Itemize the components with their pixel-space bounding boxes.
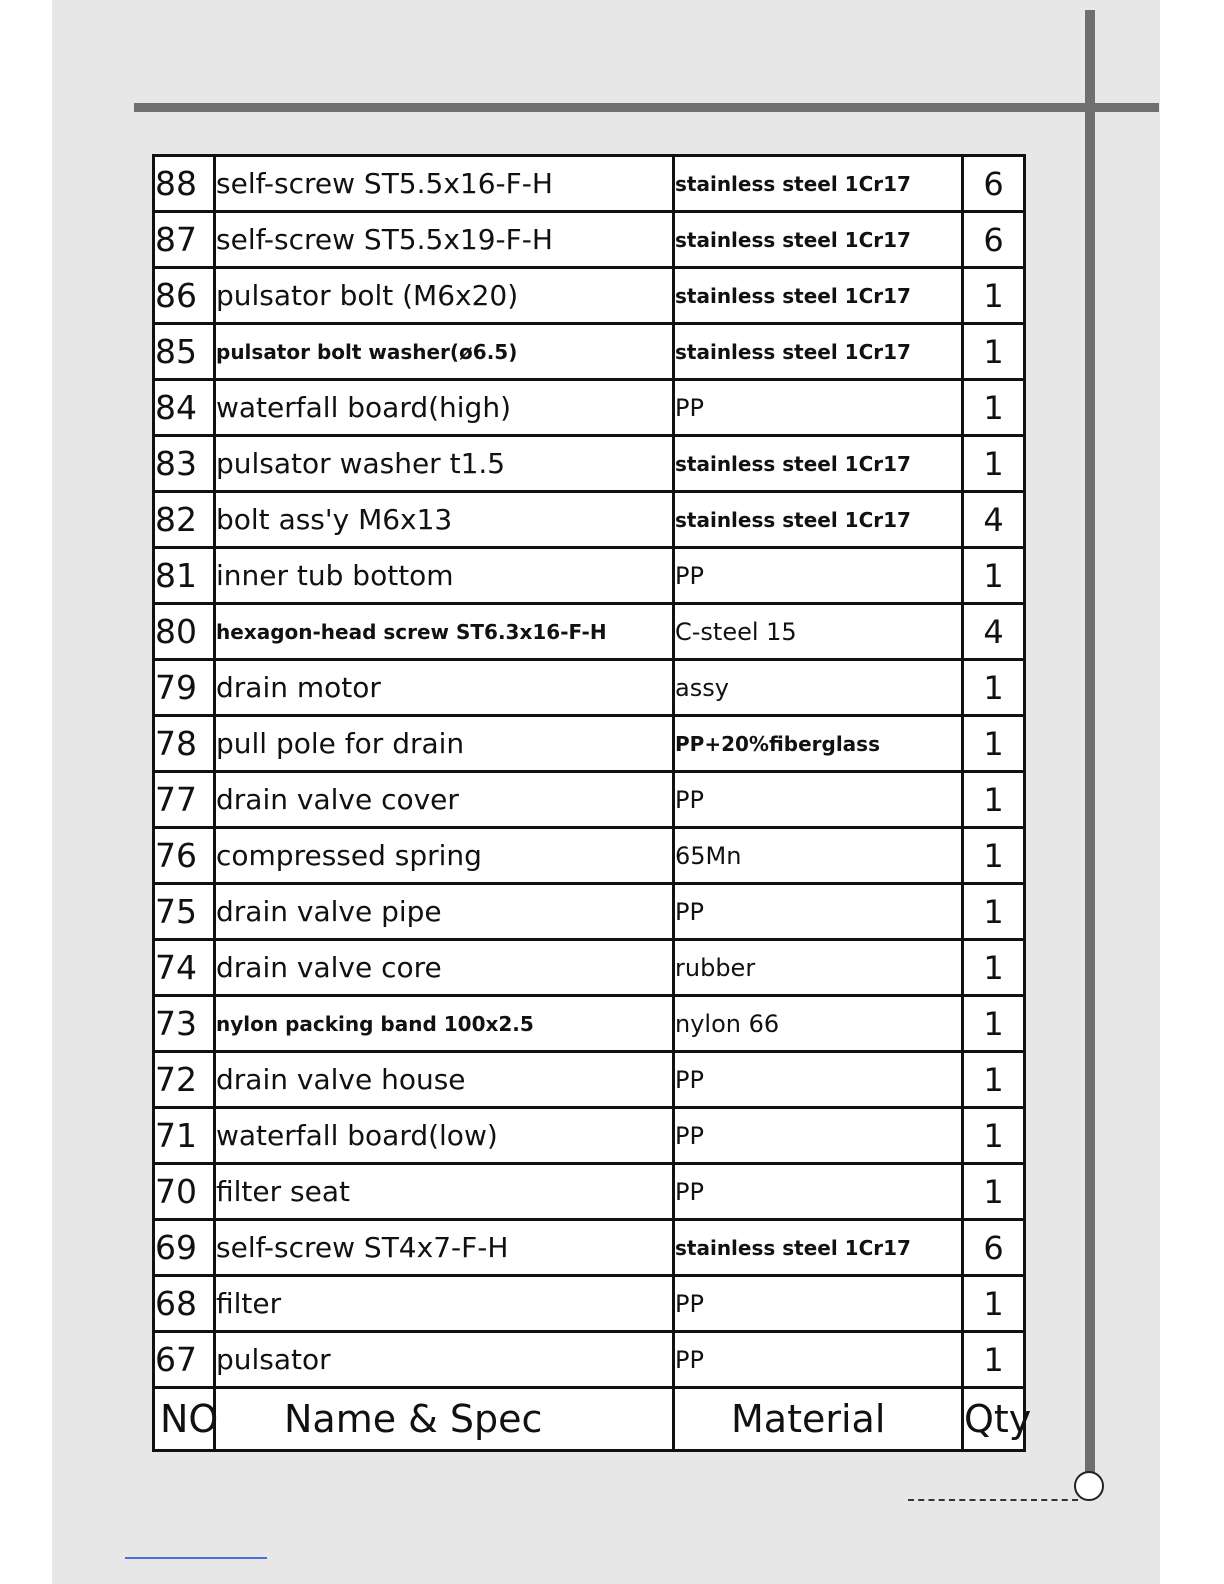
table-row [154, 884, 1025, 940]
part-name: waterfall board(low) [215, 1108, 674, 1164]
part-qty: 1 [963, 1276, 1025, 1332]
part-material: stainless steel 1Cr17 [674, 324, 963, 380]
table-row [154, 324, 1025, 380]
part-number: 79 [154, 660, 215, 716]
part-material: C-steel 15 [674, 604, 963, 660]
part-number: 88 [154, 156, 215, 212]
frame-top-rule [134, 103, 1159, 112]
table-row [154, 548, 1025, 604]
part-qty: 4 [963, 604, 1025, 660]
part-qty: 1 [963, 828, 1025, 884]
part-qty: 1 [963, 660, 1025, 716]
part-name: drain valve core [215, 940, 674, 996]
part-material: PP [674, 548, 963, 604]
part-name: inner tub bottom [215, 548, 674, 604]
part-material: nylon 66 [674, 996, 963, 1052]
part-material: PP [674, 1276, 963, 1332]
header-no: NO [154, 1388, 215, 1451]
part-name: drain motor [215, 660, 674, 716]
table-row [154, 1052, 1025, 1108]
part-name: filter seat [215, 1164, 674, 1220]
part-qty: 1 [963, 324, 1025, 380]
part-material: PP [674, 1332, 963, 1388]
part-number: 71 [154, 1108, 215, 1164]
table-row [154, 772, 1025, 828]
part-qty: 1 [963, 996, 1025, 1052]
part-name: pulsator washer t1.5 [215, 436, 674, 492]
part-material: PP [674, 1052, 963, 1108]
part-name: drain valve house [215, 1052, 674, 1108]
part-name: drain valve cover [215, 772, 674, 828]
part-name: waterfall board(high) [215, 380, 674, 436]
part-number: 83 [154, 436, 215, 492]
part-number: 80 [154, 604, 215, 660]
part-qty: 1 [963, 1164, 1025, 1220]
part-number: 81 [154, 548, 215, 604]
part-name: pulsator [215, 1332, 674, 1388]
part-material: stainless steel 1Cr17 [674, 268, 963, 324]
part-name: drain valve pipe [215, 884, 674, 940]
part-material: PP+20%fiberglass [674, 716, 963, 772]
parts-list-table [152, 154, 1032, 1452]
table-row [154, 1220, 1025, 1276]
part-number: 72 [154, 1052, 215, 1108]
part-number: 87 [154, 212, 215, 268]
part-qty: 4 [963, 492, 1025, 548]
part-material: PP [674, 772, 963, 828]
part-number: 86 [154, 268, 215, 324]
part-material: PP [674, 1108, 963, 1164]
part-name: pull pole for drain [215, 716, 674, 772]
table-row [154, 1108, 1025, 1164]
part-name: compressed spring [215, 828, 674, 884]
part-qty: 1 [963, 884, 1025, 940]
part-name: nylon packing band 100x2.5 [215, 996, 674, 1052]
part-material: PP [674, 1164, 963, 1220]
part-material: stainless steel 1Cr17 [674, 156, 963, 212]
part-material: 65Mn [674, 828, 963, 884]
table-row [154, 996, 1025, 1052]
part-qty: 1 [963, 940, 1025, 996]
part-qty: 1 [963, 268, 1025, 324]
part-name: pulsator bolt (M6x20) [215, 268, 674, 324]
part-material: PP [674, 884, 963, 940]
part-number: 78 [154, 716, 215, 772]
part-material: stainless steel 1Cr17 [674, 1220, 963, 1276]
part-material: PP [674, 380, 963, 436]
table-row [154, 436, 1025, 492]
table-row [154, 660, 1025, 716]
table-row [154, 604, 1025, 660]
part-name: pulsator bolt washer(ø6.5) [215, 324, 674, 380]
part-name: self-screw ST5.5x16-F-H [215, 156, 674, 212]
part-qty: 6 [963, 156, 1025, 212]
part-number: 75 [154, 884, 215, 940]
table-row [154, 156, 1025, 212]
part-qty: 1 [963, 1108, 1025, 1164]
part-qty: 1 [963, 436, 1025, 492]
table-row [154, 1164, 1025, 1220]
part-qty: 1 [963, 1332, 1025, 1388]
part-number: 84 [154, 380, 215, 436]
table-row [154, 1332, 1025, 1388]
part-number: 73 [154, 996, 215, 1052]
part-qty: 1 [963, 1052, 1025, 1108]
part-number: 69 [154, 1220, 215, 1276]
part-qty: 6 [963, 1220, 1025, 1276]
part-name: self-screw ST4x7-F-H [215, 1220, 674, 1276]
part-number: 76 [154, 828, 215, 884]
part-name: bolt ass'y M6x13 [215, 492, 674, 548]
part-material: rubber [674, 940, 963, 996]
header-qty: Qty [963, 1388, 1025, 1451]
table-row [154, 940, 1025, 996]
footer-link-underline [125, 1557, 267, 1559]
part-qty: 1 [963, 772, 1025, 828]
part-number: 82 [154, 492, 215, 548]
part-number: 70 [154, 1164, 215, 1220]
table-row [154, 492, 1025, 548]
part-qty: 1 [963, 380, 1025, 436]
table-row [154, 716, 1025, 772]
table-row [154, 828, 1025, 884]
part-number: 68 [154, 1276, 215, 1332]
part-number: 77 [154, 772, 215, 828]
part-number: 67 [154, 1332, 215, 1388]
part-material: stainless steel 1Cr17 [674, 492, 963, 548]
part-qty: 6 [963, 212, 1025, 268]
table-row [154, 1276, 1025, 1332]
header-material: Material [674, 1388, 963, 1451]
dashed-leader-line [908, 1499, 1078, 1501]
part-qty: 1 [963, 716, 1025, 772]
table-row [154, 380, 1025, 436]
table-header-row [154, 1388, 1025, 1451]
part-material: stainless steel 1Cr17 [674, 436, 963, 492]
frame-right-rule [1085, 10, 1095, 1476]
table-row [154, 268, 1025, 324]
part-name: filter [215, 1276, 674, 1332]
part-material: assy [674, 660, 963, 716]
frame-end-circle [1074, 1471, 1104, 1501]
header-name-spec: Name & Spec [215, 1388, 674, 1451]
part-number: 85 [154, 324, 215, 380]
part-material: stainless steel 1Cr17 [674, 212, 963, 268]
part-qty: 1 [963, 548, 1025, 604]
part-name: hexagon-head screw ST6.3x16-F-H [215, 604, 674, 660]
table-row [154, 212, 1025, 268]
part-name: self-screw ST5.5x19-F-H [215, 212, 674, 268]
part-number: 74 [154, 940, 215, 996]
